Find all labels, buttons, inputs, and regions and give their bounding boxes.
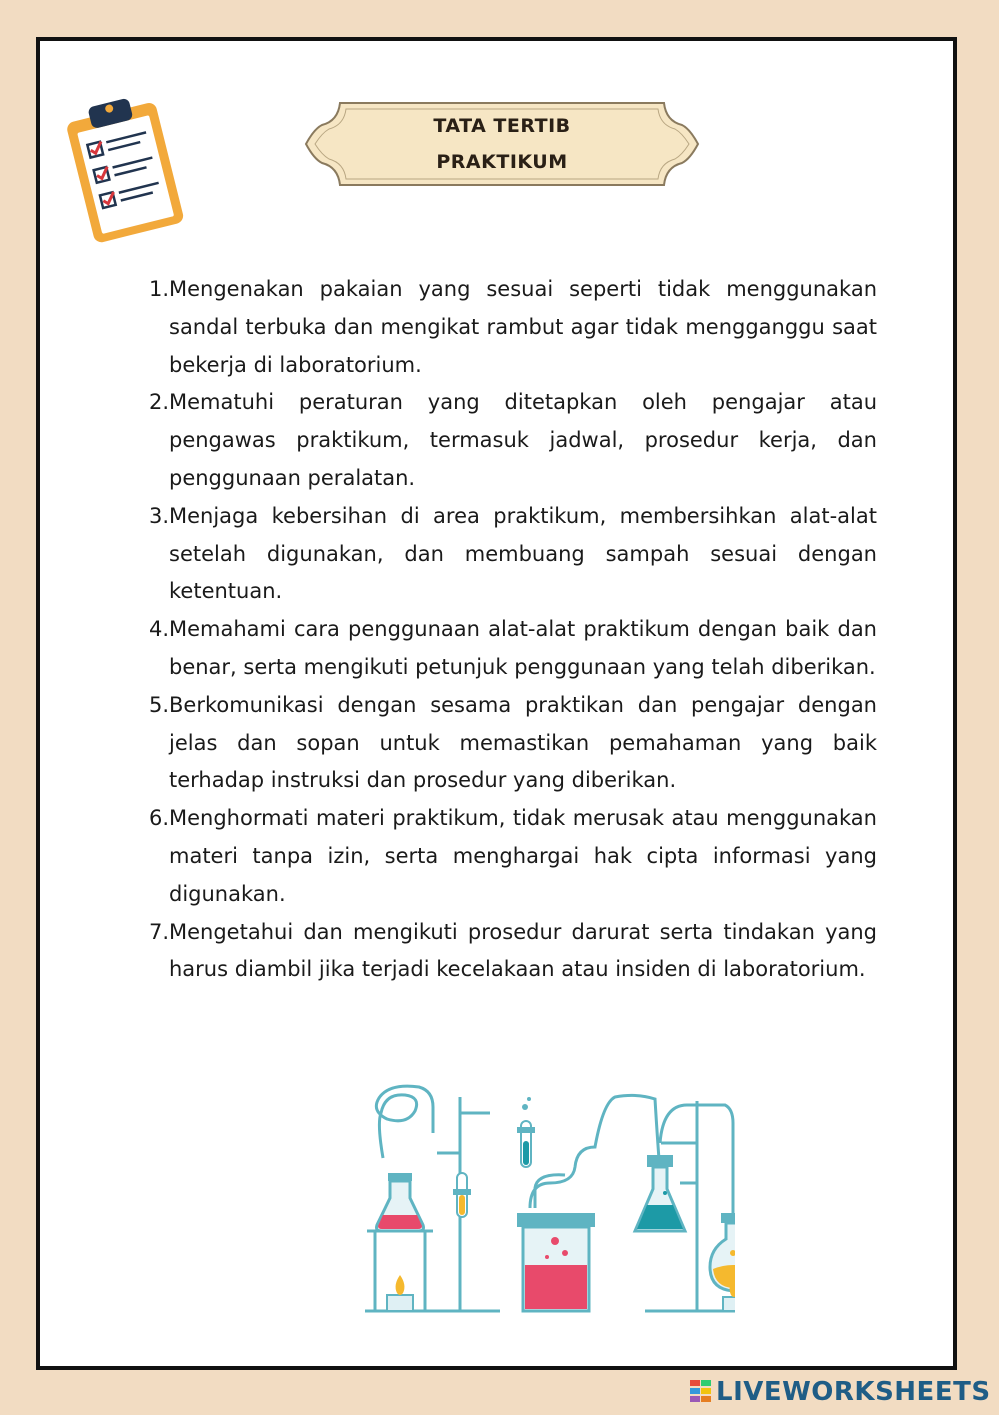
rule-text: Berkomunikasi dengan sesama praktikan dan pengajar dengan jelas dan sopan untuk memastikan pemahaman yang baik terhadap instruksi dan prosedur yang diberikan. xyxy=(169,692,877,793)
rule-item-5 xyxy=(135,687,877,800)
rule-item-6 xyxy=(135,800,877,913)
rule-item-1 xyxy=(135,271,877,384)
rule-item-4 xyxy=(135,611,877,687)
rule-text: Menjaga kebersihan di area praktikum, membersihkan alat-alat setelah digunakan, dan membuang sampah sesuai dengan ketentuan. xyxy=(169,503,877,604)
rule-text: Mengenakan pakaian yang sesuai seperti tidak menggunakan sandal terbuka dan mengikat rambut agar tidak mengganggu saat bekerja di laboratorium. xyxy=(169,277,877,377)
liveworksheets-logo-icon xyxy=(690,1378,712,1406)
rule-text: Mengetahui dan mengikuti prosedur darurat serta tindakan yang harus diambil jika terjadi kecelakaan atau insiden di laboratorium. xyxy=(169,919,877,982)
rule-item-3 xyxy=(135,498,877,611)
rule-number: 5. xyxy=(148,692,169,717)
rule-number: 7. xyxy=(148,919,169,944)
rules-list xyxy=(135,271,877,989)
rule-text: Mematuhi peraturan yang ditetapkan oleh pengajar atau pengawas praktikum, termasuk jadwal, prosedur kerja, dan penggunaan peralatan. xyxy=(169,390,877,490)
rule-number: 6. xyxy=(148,806,169,831)
page-title-line-1: TATA TERTIB xyxy=(433,115,571,137)
liveworksheets-brand[interactable] xyxy=(690,1375,991,1409)
title-banner xyxy=(302,99,702,189)
rule-text: Menghormati materi praktikum, tidak merusak atau menggunakan materi tanpa izin, serta menghargai hak cipta informasi yang digunakan. xyxy=(169,806,877,906)
rule-item-7 xyxy=(135,914,877,990)
lab-equipment-illustration xyxy=(325,1063,735,1323)
rule-number: 3. xyxy=(148,503,169,528)
page-title-line-2: PRAKTIKUM xyxy=(436,151,568,173)
worksheet-page xyxy=(36,37,957,1370)
rule-number: 2. xyxy=(148,390,169,415)
rule-number: 1. xyxy=(148,277,169,301)
clipboard-checklist-icon xyxy=(58,93,188,243)
rule-number: 4. xyxy=(148,617,169,642)
rule-text: Memahami cara penggunaan alat-alat praktikum dengan baik dan benar, serta mengikuti petunjuk penggunaan yang telah diberikan. xyxy=(169,617,877,679)
rule-item-2 xyxy=(135,384,877,497)
brand-name: LIVEWORKSHEETS xyxy=(716,1377,991,1407)
